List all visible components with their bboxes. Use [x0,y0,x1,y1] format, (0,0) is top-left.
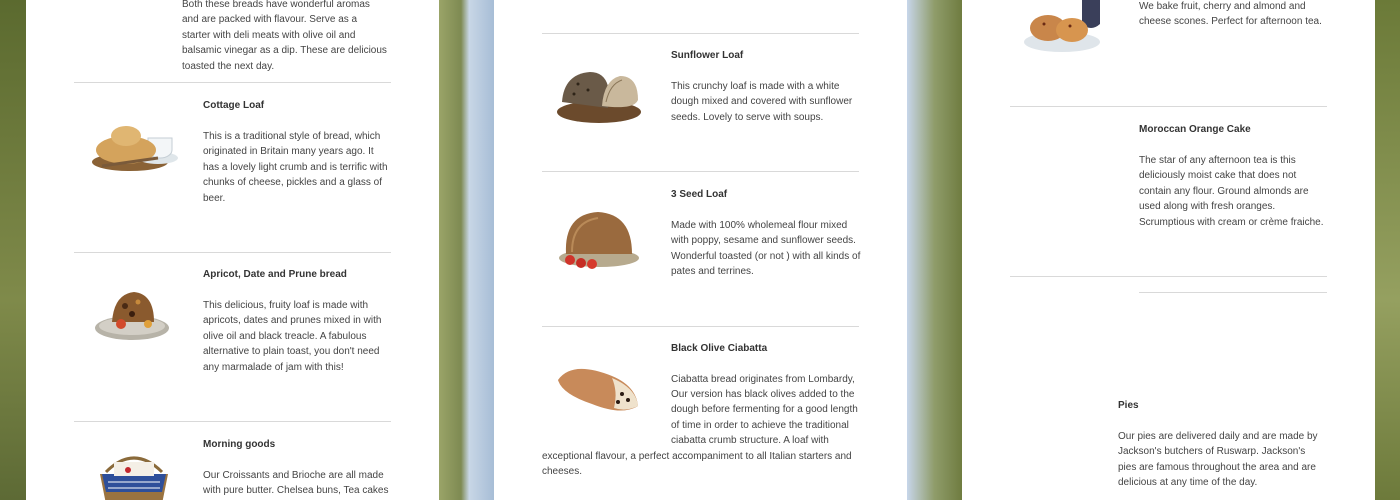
cottage-loaf-image [88,118,182,182]
description-line: ciabatta crumb structure. A loaf with [671,435,829,446]
product-description: This delicious, fruity loaf is made with apricots, dates and prunes mixed in with olive oil and black treacle. A fabulous alternative to plain toast, you don't need any marmalade of jam with this! [203,300,382,373]
product-description: Made with 100% wholemeal flour mixed with poppy, sesame and sunflower seeds. Wonderful toasted (or not ) with all kinds of pates and terrines. [671,220,861,278]
product-description: Our pies are delivered daily and are made by Jackson's butchers of Ruswarp. Jackson's pies are famous throughout the area and are delicious at any time of the day. [1118,431,1318,489]
sunflower-loaf-image [554,62,644,126]
product-description: Our Croissants and Brioche are all made with pure butter. Chelsea buns, Tea cakes [203,470,389,497]
scones-image [1022,0,1104,56]
divider [542,33,859,34]
background-right [1375,0,1400,500]
divider-short [1139,292,1327,293]
divider [74,252,391,253]
product-column-1 [26,0,439,500]
divider [1010,276,1327,277]
divider [74,82,391,83]
apricot-bread-image [92,284,172,348]
divider [542,326,859,327]
product-title: 3 Seed Loaf [671,189,728,200]
morning-goods-basket-image [94,448,174,500]
description-line: cheeses. [542,466,583,477]
background-left [0,0,26,500]
description-line: dough before fermenting for a good length [671,404,858,415]
black-olive-ciabatta-image [552,356,644,420]
description-line: Ciabatta bread originates from Lombardy, [671,374,855,385]
background-divider-2 [907,0,962,500]
description-line: exceptional flavour, a perfect accompaniment to all Italian starters and [542,451,852,462]
background-divider-1 [439,0,494,500]
product-title: Morning goods [203,439,276,450]
product-description: This crunchy loaf is made with a white dough mixed and covered with sunflower seeds. Lovely to serve with soups. [671,81,853,123]
product-title: Moroccan Orange Cake [1139,124,1251,135]
product-column-2 [494,0,907,500]
divider [1010,106,1327,107]
intro-text: Both these breads have wonderful aromas and are packed with flavour. Serve as a starter with deli meats with olive oil and balsamic vinegar as a dip. These are delicious toasted the next day. [182,0,387,72]
product-title: Sunflower Loaf [671,50,744,61]
divider [542,171,859,172]
product-description: This is a traditional style of bread, which originated in Britain many years ago. It has a lovely light crumb and is terrific with chunks of cheese, pickles and a glass of beer. [203,131,388,204]
product-description: The star of any afternoon tea is this deliciously moist cake that does not contain any flour. Ground almonds are used along with fresh oranges. Scrumptious with cream or crème fraiche. [1139,155,1324,228]
three-seed-loaf-image [556,206,642,270]
scones-description: We bake fruit, cherry and almond and cheese scones. Perfect for afternoon tea. [1139,1,1322,28]
product-title: Apricot, Date and Prune bread [203,269,347,280]
product-title: Black Olive Ciabatta [671,343,768,354]
product-title: Cottage Loaf [203,100,265,111]
divider [74,421,391,422]
product-column-3 [962,0,1375,500]
product-title: Pies [1118,400,1139,411]
description-line: of time in order to achieve the traditional [671,420,849,431]
description-line: Our version has black olives added to the [671,389,855,400]
